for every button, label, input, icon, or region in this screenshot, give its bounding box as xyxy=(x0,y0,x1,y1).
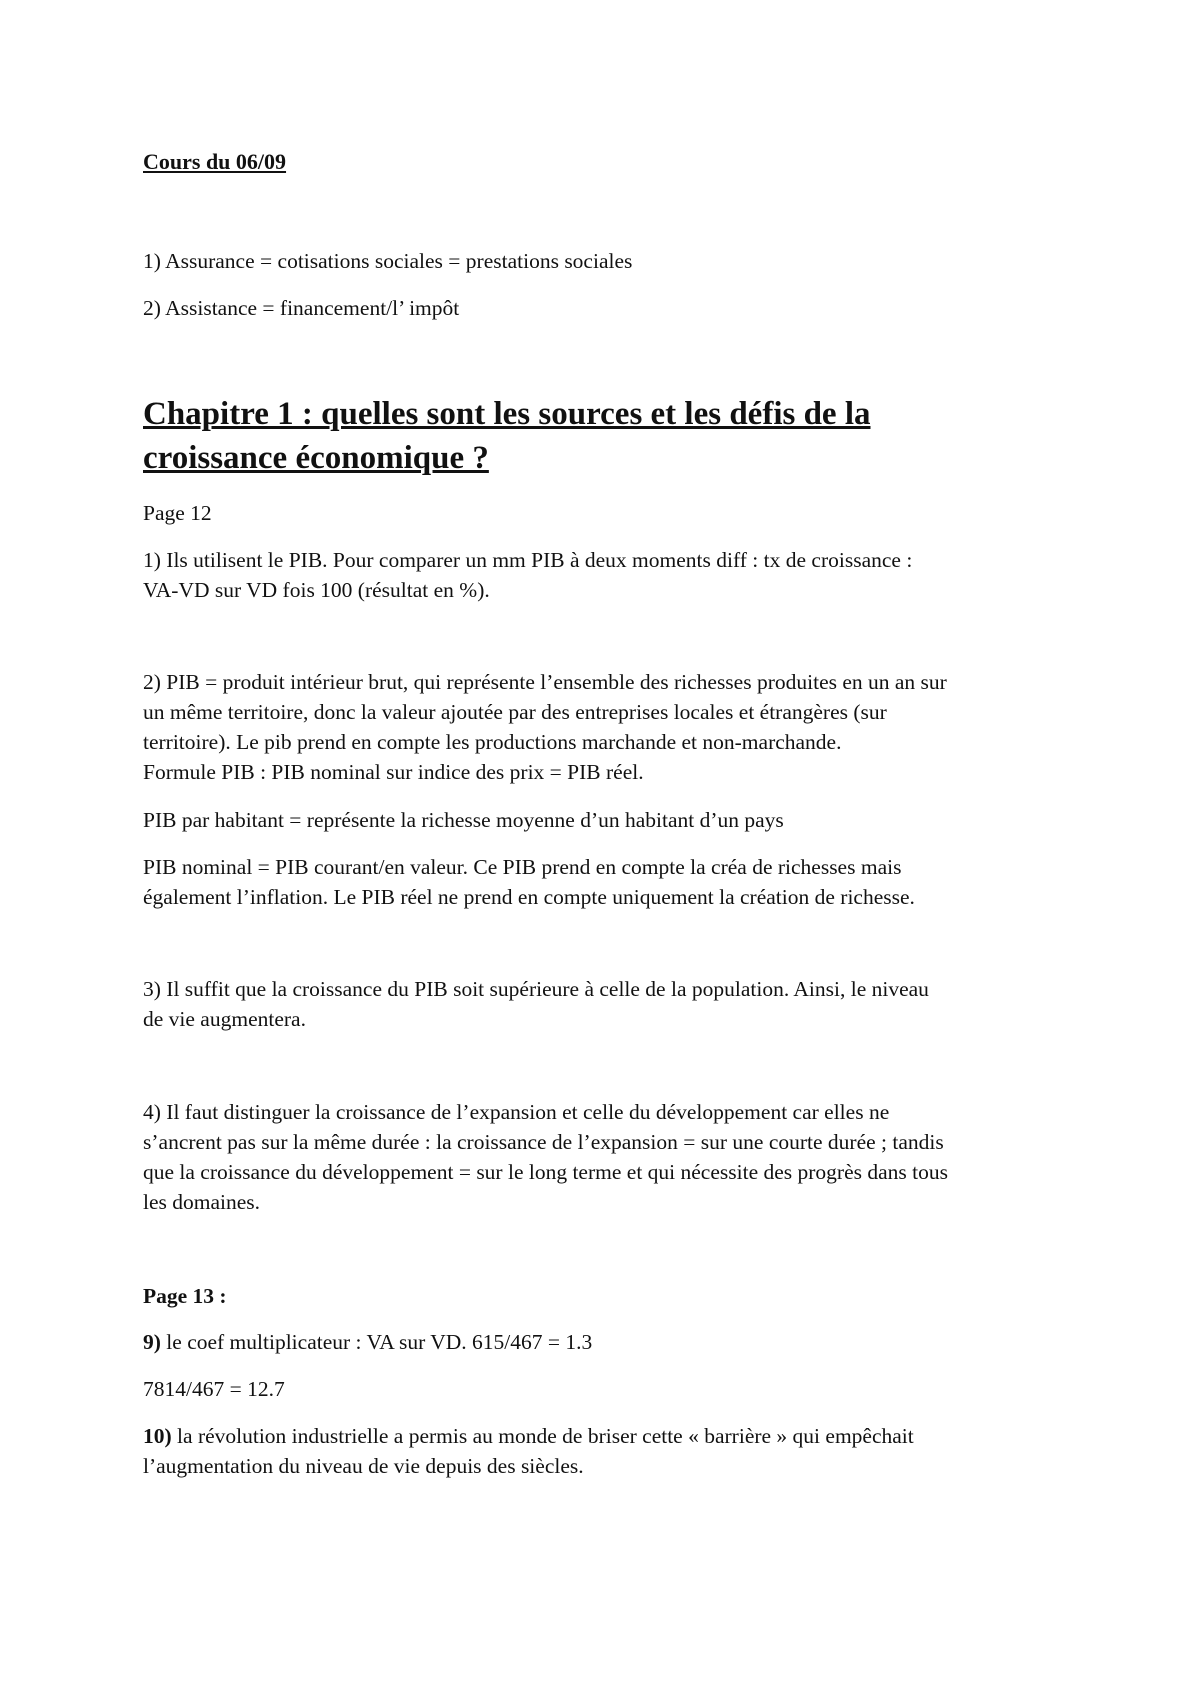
q1-line-2: VA-VD sur VD fois 100 (résultat en %). xyxy=(143,578,490,602)
intro-item-1: 1) Assurance = cotisations sociales = prestations sociales xyxy=(143,249,633,273)
q4-line-4: les domaines. xyxy=(143,1190,261,1214)
q10-number: 10) xyxy=(143,1424,172,1448)
q10-text-line-1: la révolution industrielle a permis au monde de briser cette « barrière » qui empêchait xyxy=(171,1424,914,1448)
q2-line-2: un même territoire, donc la valeur ajoutée par des entreprises locales et étrangères (sur xyxy=(143,700,887,724)
q2-line-4: Formule PIB : PIB nominal sur indice des prix = PIB réel. xyxy=(143,760,644,784)
q9-text: le coef multiplicateur : VA sur VD. 615/467 = 1.3 xyxy=(160,1330,593,1354)
course-title: Cours du 06/09 xyxy=(143,149,287,174)
q1-line-1: 1) Ils utilisent le PIB. Pour comparer un mm PIB à deux moments diff : tx de croissance : xyxy=(143,548,913,572)
chapter-title-line-2: croissance économique ? xyxy=(143,440,489,476)
q2-line-3: territoire). Le pib prend en compte les productions marchande et non-marchande. xyxy=(143,730,842,754)
pib-nominal-line-2: également l’inflation. Le PIB réel ne prend en compte uniquement la création de richesse. xyxy=(143,885,915,909)
q4-line-1: 4) Il faut distinguer la croissance de l’expansion et celle du développement car elles ne xyxy=(143,1100,890,1124)
q3-line-1: 3) Il suffit que la croissance du PIB soit supérieure à celle de la population. Ainsi, le niveau xyxy=(143,977,929,1001)
q10-line-1 xyxy=(143,1421,914,1451)
q2-line-1: 2) PIB = produit intérieur brut, qui représente l’ensemble des richesses produites en un an sur xyxy=(143,670,947,694)
q3-line-2: de vie augmentera. xyxy=(143,1007,306,1031)
chapter-title-line-1: Chapitre 1 : quelles sont les sources et les défis de la xyxy=(143,396,871,432)
q9-extra: 7814/467 = 12.7 xyxy=(143,1377,285,1401)
q9-line xyxy=(143,1327,592,1357)
pib-habitant: PIB par habitant = représente la richesse moyenne d’un habitant d’un pays xyxy=(143,808,784,832)
page-12-label: Page 12 xyxy=(143,501,212,525)
intro-item-2: 2) Assistance = financement/l’ impôt xyxy=(143,296,460,320)
q9-number: 9) xyxy=(143,1330,161,1354)
q4-line-3: que la croissance du développement = sur le long terme et qui nécessite des progrès dans tous xyxy=(143,1160,949,1184)
pib-nominal-line-1: PIB nominal = PIB courant/en valeur. Ce PIB prend en compte la créa de richesses mais xyxy=(143,855,902,879)
page-13-label: Page 13 : xyxy=(143,1284,227,1308)
q10-line-2: l’augmentation du niveau de vie depuis des siècles. xyxy=(143,1454,584,1478)
q4-line-2: s’ancrent pas sur la même durée : la croissance de l’expansion = sur une courte durée ; tandis xyxy=(143,1130,944,1154)
